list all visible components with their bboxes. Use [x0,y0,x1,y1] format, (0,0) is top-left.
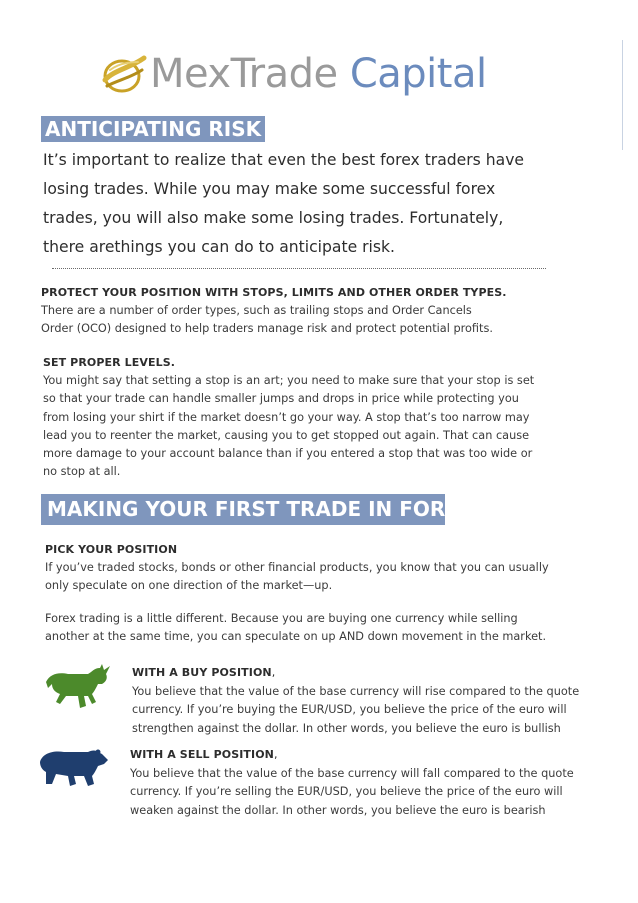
section-banner-anticipating-risk: ANTICIPATING RISK [41,116,265,142]
paragraph-line: Order (OCO) designed to help traders manage risk and protect potential profits. [41,322,493,336]
levels-heading: SET PROPER LEVELS. [43,356,175,369]
paragraph-line: from losing your shirt if the market doesn’t go your way. A stop that’s too narrow may [43,410,530,424]
levels-paragraph [43,372,613,482]
bull-icon [44,662,112,712]
buy-heading-suffix: , [271,666,276,679]
brand-logo [100,44,487,104]
protect-paragraph [41,302,601,339]
paragraph-line: If you’ve traded stocks, bonds or other financial products, you know that you can usually [45,561,549,574]
dotted-divider [52,268,546,269]
paragraph-line: weaken against the dollar. In other words, you believe the euro is bearish [130,803,546,817]
brand-name-blue: Capital [349,51,487,97]
brand-name [150,51,487,97]
swoosh-globe-icon [100,50,148,98]
paragraph-line: no stop at all. [43,465,121,479]
paragraph-line: There are a number of order types, such as trailing stops and Order Cancels [41,304,472,317]
intro-line: losing trades. While you may make some successful forex [43,180,496,198]
intro-text [43,146,543,262]
sell-heading-suffix: , [273,748,278,761]
paragraph-line: another at the same time, you can speculate on up AND down movement in the market. [45,630,547,644]
bear-icon [38,748,110,788]
paragraph-line: You believe that the value of the base currency will fall compared to the quote [130,767,574,780]
pick-heading: PICK YOUR POSITION [45,543,178,556]
sell-heading-text: WITH A SELL POSITION [130,748,274,761]
intro-line: It’s important to realize that even the best forex traders have [43,151,525,169]
sell-paragraph [130,765,620,820]
paragraph-line: more damage to your account balance than if you entered a stop that was too wide or [43,447,533,461]
paragraph-line: You believe that the value of the base currency will rise compared to the quote [132,685,580,698]
paragraph-line: so that your trade can handle smaller jumps and drops in price while protecting you [43,392,519,406]
different-paragraph [45,610,615,647]
brand-name-gray: MexTrade [150,51,338,97]
sell-heading [130,748,278,761]
intro-line: trades, you will also make some losing trades. Fortunately, [43,209,504,227]
paragraph-line: currency. If you’re selling the EUR/USD, you believe the price of the euro will [130,785,563,799]
buy-heading [132,666,275,679]
paragraph-line: Forex trading is a little different. Because you are buying one currency while selling [45,612,518,625]
buy-heading-text: WITH A BUY POSITION [132,666,272,679]
paragraph-line: strengthen against the dollar. In other words, you believe the euro is bullish [132,721,561,735]
protect-heading: PROTECT YOUR POSITION WITH STOPS, LIMITS AND OTHER ORDER TYPES. [41,286,507,299]
paragraph-line: lead you to reenter the market, causing you to get stopped out again. That can cause [43,428,530,442]
buy-paragraph [132,683,622,738]
paragraph-line: only speculate on one direction of the market—up. [45,579,333,593]
paragraph-line: currency. If you’re buying the EUR/USD, you believe the price of the euro will [132,703,567,717]
pick-paragraph [45,559,615,596]
intro-line: there arethings you can do to anticipate risk. [43,238,395,256]
margin-rule [622,40,623,150]
section-banner-first-trade: MAKING YOUR FIRST TRADE IN FOREX [41,494,445,525]
paragraph-line: You might say that setting a stop is an art; you need to make sure that your stop is set [43,374,535,387]
